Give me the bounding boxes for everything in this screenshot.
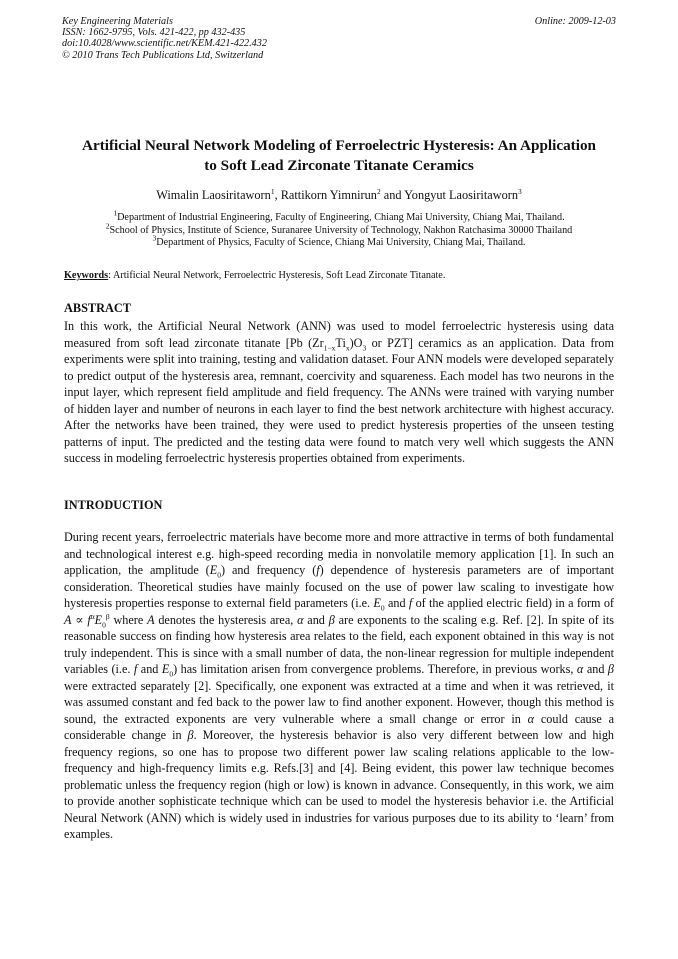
affiliation-number: 1 [113, 208, 118, 218]
symbol-subscript: 0 [169, 669, 174, 679]
keywords-text: : Artificial Neural Network, Ferroelectric Hysteresis, Soft Lead Zirconate Titanate. [108, 270, 446, 281]
intro-text: ) and frequency ( [220, 563, 317, 577]
intro-text: and [384, 596, 409, 610]
proportional-sign: ∝ [71, 612, 88, 627]
affiliation-text: School of Physics, Institute of Science, Suranaree University of Technology, Nakhon Ratchasima 30000 Thailand [109, 224, 573, 236]
abstract-text: In this work, the Artificial Neural Network (ANN) was used to model ferroelectric hysteresis using data measured from soft lead zirconate titanate [Pb (Zr [64, 319, 614, 350]
symbol-beta: β [105, 611, 110, 621]
journal-name: Key Engineering Materials [62, 16, 173, 27]
symbol-E: E [94, 612, 103, 627]
symbol-beta: β [607, 662, 614, 676]
title-line-2: to Soft Lead Zirconate Titanate Ceramics [204, 156, 474, 174]
formula-subscript: 1−x [323, 342, 336, 352]
symbol-alpha: α [576, 662, 584, 676]
affiliation-text: Department of Physics, Faculty of Science, Chiang Mai University, Chiang Mai, Thailand. [156, 237, 526, 249]
power-law-formula [64, 613, 110, 627]
journal-info [62, 16, 616, 61]
introduction-body [64, 529, 614, 843]
affiliation-item [40, 208, 638, 225]
symbol-alpha: α [297, 612, 304, 627]
symbol-f: f [408, 596, 413, 610]
author-affiliation-mark: 1 [270, 186, 275, 196]
symbol-E: E [161, 662, 170, 676]
symbol-A: A [64, 612, 72, 627]
formula-subscript: x [345, 342, 350, 352]
intro-text: ) dependence of hysteresis parameters are of important consideration. Theoretical studies have mainly focused on the use of power law scaling to investigate how hysteresis properties response to external field parameters (i.e. [64, 563, 615, 610]
author-list [40, 188, 638, 203]
symbol-f: f [316, 563, 320, 577]
intro-text: and [137, 662, 162, 676]
paper-title [40, 136, 638, 175]
abstract-text: or PZT] ceramics as an application. Data from experiments were split into training, testing and validation dataset. Four ANN models were developed separately to predict output of the hysteresis area, remnant, coercivity and squareness. Each model has two neurons in the input layer, which represent field amplitude and field frequency. The ANNs were trained with varying number of hidden layer and number of neurons in each layer to find the best network architecture with highest accuracy. After the networks have been trained, they were used to predict hysteresis properties of the unseen testing patterns of input. The predicted and the testing data were found to match very well which suggests the ANN success in modeling ferroelectric hysteresis properties obtained from experiments. [64, 335, 615, 465]
affiliation-number: 2 [105, 221, 110, 231]
issn-line: ISSN: 1662-9795, Vols. 421-422, pp 432-435 [62, 27, 246, 39]
author-name: Yongyut Laosiritaworn [404, 188, 519, 202]
intro-text: could cause a considerable change in [64, 711, 615, 742]
abstract-heading: ABSTRACT [64, 301, 131, 315]
author-affiliation-mark: 3 [518, 186, 522, 196]
affiliation-text: Department of Industrial Engineering, Faculty of Engineering, Chiang Mai University, Chiang Mai, Thailand. [117, 212, 565, 223]
intro-text: and [583, 662, 608, 676]
author-name: Rattikorn Yimnirun [280, 188, 377, 202]
online-date: Online: 2009-12-03 [534, 16, 616, 27]
title-line-1: Artificial Neural Network Modeling of Ferroelectric Hysteresis: An Application [81, 137, 596, 154]
affiliation-list [40, 208, 638, 250]
formula-subscript: 3 [362, 342, 367, 352]
keywords-line [64, 270, 618, 283]
symbol-alpha: α [527, 711, 535, 726]
intro-text: are exponents to the scaling e.g. Ref. [2]. In spite of its reasonable success on finding how hysteresis area relates to the field, each exponent obtained in this way is not truly independent. This is since with a small number of data, the non-linear regression for multiple independent variables (i.e. [64, 612, 614, 676]
abstract-body [64, 318, 614, 467]
author-separator: and [380, 188, 405, 202]
symbol-f: f [133, 662, 138, 676]
symbol-A: A [147, 612, 155, 627]
keywords-label: Keywords [64, 270, 109, 281]
symbol-alpha: α [90, 611, 95, 621]
affiliation-item [40, 221, 638, 238]
symbol-subscript: 0 [380, 603, 385, 613]
author-name: Wimalin Laosiritaworn [156, 188, 271, 202]
affiliation-item [40, 233, 638, 250]
intro-text: of the applied electric field) in a form of [412, 596, 614, 610]
symbol-f: f [87, 612, 91, 627]
symbol-subscript: 0 [217, 570, 221, 580]
copyright-line: © 2010 Trans Tech Publications Ltd, Switzerland [62, 49, 264, 61]
symbol-E: E [373, 596, 381, 610]
author-affiliation-mark: 2 [376, 186, 381, 196]
symbol-E: E [209, 563, 218, 577]
intro-text: . Moreover, the hysteresis behavior is also very different between low and high frequency regions, so one has to propose two different power law scaling relations applicable to the low-frequency and high-frequency limits e.g. Refs.[3] and [4]. Being evident, this power law technique becomes problematic unless the frequency region (high or low) is known in advance. Consequently, in this work, we aim to provide another sophisticate technique which can be used to model the hysteresis behavior i.e. the Artificial Neural Network (ANN) which is widely used in industries for various purposes due to its ability to ‘learn’ from examples. [64, 728, 615, 841]
intro-text: ) has limitation arisen from convergence problems. Therefore, in previous works, [173, 662, 577, 676]
abstract-text: )O [349, 335, 363, 350]
author-separator: , [274, 188, 281, 202]
introduction-heading: INTRODUCTION [64, 498, 163, 512]
symbol-subscript: 0 [102, 619, 106, 629]
abstract-text: Ti [335, 335, 346, 350]
intro-text: where [109, 612, 148, 627]
intro-text: and [303, 612, 329, 627]
intro-text: were extracted separately [2]. Specifically, one exponent was extracted at a time and when it was retrieved, it was assumed constant and fed back to the power law to find another exponent. However, though this method is sound, the extracted exponents are very vulnerable where a small change or error in [64, 678, 614, 726]
symbol-beta: β [328, 612, 335, 627]
symbol-beta: β [187, 728, 194, 742]
intro-text: During recent years, ferroelectric materials have become more and more attractive in terms of both fundamental and technological interest e.g. high-speed recording media in nonvolatile memory application [1]. In such an application, the amplitude ( [64, 530, 614, 577]
doi-line: doi:10.4028/www.scientific.net/KEM.421-422.432 [62, 38, 267, 50]
affiliation-number: 3 [152, 233, 157, 243]
running-header [62, 16, 616, 61]
intro-text: denotes the hysteresis area, [154, 612, 298, 627]
